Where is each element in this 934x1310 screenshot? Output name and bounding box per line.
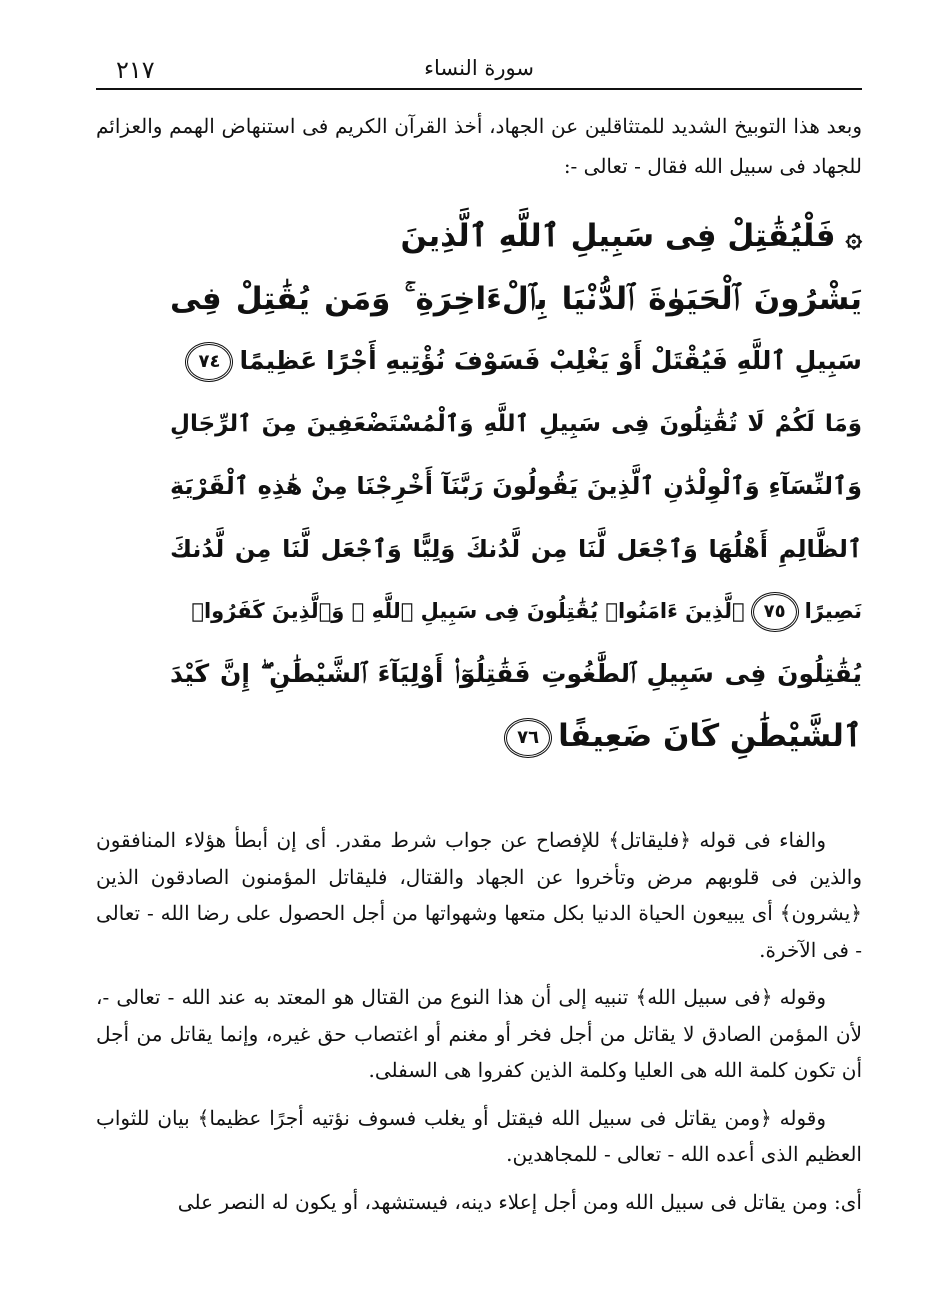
surah-title: سورة النساء (424, 56, 534, 80)
verse-text: ٱلَّذِينَ ءَامَنُوا۟ يُقَٰتِلُونَ فِى سَبِيلِ ٱللَّهِ ۖ وَٱلَّذِينَ كَفَرُوا۟ (191, 599, 745, 623)
verse-line: ٱلظَّالِمِ أَهْلُهَا وَٱجْعَل لَّنَا مِن لَّدُنكَ وَلِيًّا وَٱجْعَل لَّنَا مِن لَّدُنكَ (170, 534, 862, 563)
rub-el-hizb-icon: ۞ (845, 220, 862, 253)
quran-verse-block (170, 205, 862, 768)
verse-line (170, 580, 862, 643)
verse-line: يُقَٰتِلُونَ فِى سَبِيلِ ٱلطَّٰغُوتِ فَقَٰتِلُوٓا۟ أَوْلِيَآءَ ٱلشَّيْطَٰنِ ۖ إِنَّ كَيْدَ (170, 658, 862, 688)
verse-line (170, 705, 862, 768)
ayah-number-marker: ٧٥ (751, 592, 799, 632)
commentary-paragraph: وقوله ﴿ومن يقاتل فى سبيل الله فيقتل أو يغلب فسوف نؤتيه أجرًا عظيما﴾ بيان للثواب العظيم الذى أعده الله - تعالى - للمجاهدين. (96, 1105, 862, 1166)
verse-text: ٱلشَّيْطَٰنِ كَانَ ضَعِيفًا (558, 718, 862, 754)
ayah-number-marker: ٧٦ (504, 718, 552, 758)
commentary-paragraph: والفاء فى قوله ﴿فليقاتل﴾ للإفصاح عن جواب شرط مقدر. أى إن أبطأ هؤلاء المنافقون والذين فى قلوبهم مرض وتأخروا عن الجهاد والقتال، فليقاتل المؤمنون الصادقون الذين ﴿يشرون﴾ أى يبيعون الحياة الدنيا بكل متعها وشهواتها من أجل الحصول على رضا الله - تعالى - فى الآخرة. (96, 828, 862, 962)
verse-line (170, 330, 862, 393)
commentary-section (96, 822, 862, 1231)
verse-line: يَشْرُونَ ٱلْحَيَوٰةَ ٱلدُّنْيَا بِٱلْءَاخِرَةِ ۚ وَمَن يُقَٰتِلْ فِى (170, 280, 862, 317)
verse-text: فَلْيُقَٰتِلْ فِى سَبِيلِ ٱللَّهِ ٱلَّذِينَ (400, 218, 836, 254)
page-number: ٢١٧ (116, 56, 155, 84)
page-header (96, 48, 862, 88)
commentary-paragraph: أى: ومن يقاتل فى سبيل الله ومن أجل إعلاء دينه، فيستشهد، أو يكون له النصر على (177, 1189, 862, 1214)
verse-text: سَبِيلِ ٱللَّهِ فَيُقْتَلْ أَوْ يَغْلِبْ فَسَوْفَ نُؤْتِيهِ أَجْرًا عَظِيمًا (239, 346, 862, 375)
intro-paragraph: وبعد هذا التوبيخ الشديد للمتثاقلين عن الجهاد، أخذ القرآن الكريم فى استنهاض الهمم والعزائم للجهاد فى سبيل الله فقال - تعالى -: (96, 114, 862, 178)
ayah-number-marker: ٧٤ (185, 342, 233, 382)
header-divider (96, 88, 862, 90)
verse-line: وَمَا لَكُمْ لَا تُقَٰتِلُونَ فِى سَبِيلِ ٱللَّهِ وَٱلْمُسْتَضْعَفِينَ مِنَ ٱلرِّجَالِ (170, 410, 862, 437)
verse-text: نَصِيرًا (804, 599, 862, 623)
verse-line (170, 205, 862, 268)
commentary-paragraph: وقوله ﴿فى سبيل الله﴾ تنبيه إلى أن هذا النوع من القتال هو المعتد به عند الله - تعالى -، لأن المؤمن الصادق لا يقاتل من أجل فخر أو مغنم أو اغتصاب حق غيره، وإنما يقاتل من أجل أن تكون كلمة الله هى العليا وكلمة الذين كفروا هى السفلى. (96, 985, 862, 1082)
verse-line: وَٱلنِّسَآءِ وَٱلْوِلْدَٰنِ ٱلَّذِينَ يَقُولُونَ رَبَّنَآ أَخْرِجْنَا مِنْ هَٰذِهِ ٱلْقَرْيَةِ (170, 472, 862, 500)
